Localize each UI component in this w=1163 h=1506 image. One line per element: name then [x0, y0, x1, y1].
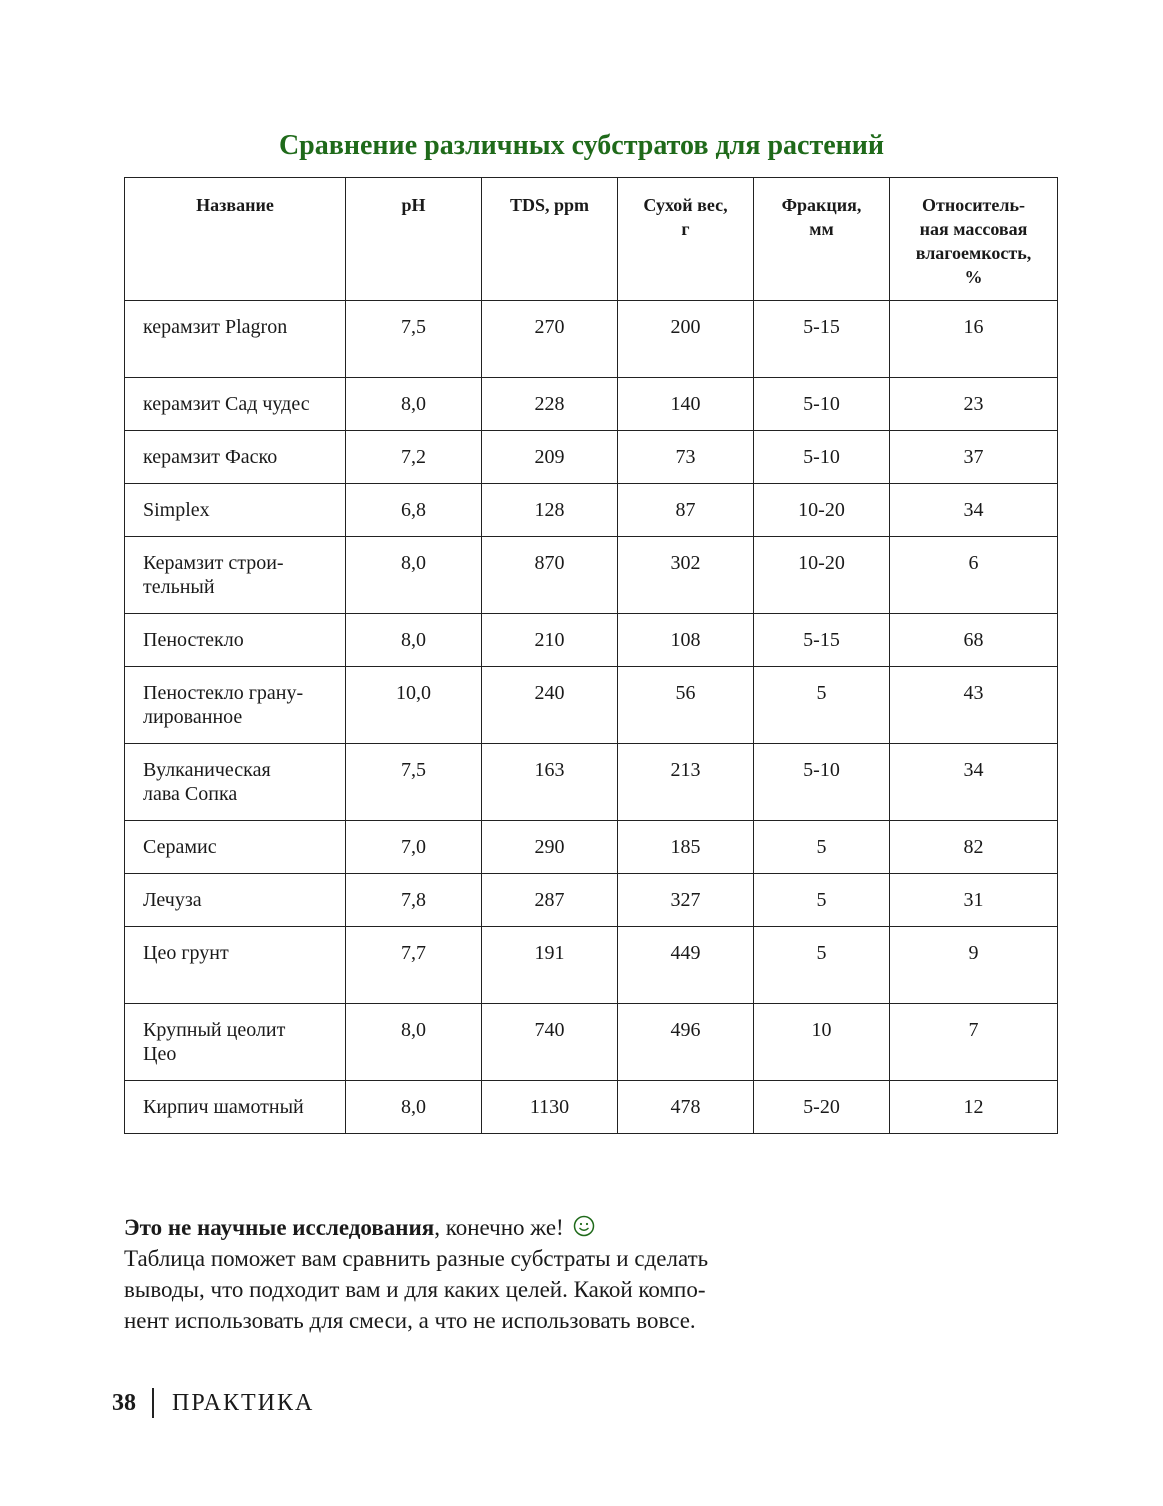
cell-dry-weight: 140 [618, 378, 754, 431]
cell-dry-weight: 185 [618, 821, 754, 874]
cell-name: Пеностекло [125, 614, 346, 667]
cell-fraction: 5 [754, 874, 890, 927]
table-row [125, 821, 1058, 874]
table-row [125, 301, 1058, 378]
note-lead-rest: , конечно же! [434, 1215, 564, 1240]
cell-ph: 8,0 [346, 378, 482, 431]
note [124, 1212, 884, 1336]
cell-name: Кирпич шамотный [125, 1081, 346, 1134]
cell-tds: 1130 [482, 1081, 618, 1134]
note-body: Таблица поможет вам сравнить разные субстраты и сделать выводы, что подходит вам и для каких целей. Какой компо- нент использовать для смеси, а что не использовать вовсе. [124, 1246, 709, 1333]
cell-water-capacity: 82 [890, 821, 1058, 874]
header-fraction: Фракция, мм [754, 178, 890, 301]
table-row [125, 378, 1058, 431]
cell-fraction: 5 [754, 667, 890, 744]
cell-fraction: 10-20 [754, 537, 890, 614]
cell-name: керамзит Сад чудес [125, 378, 346, 431]
cell-ph: 8,0 [346, 1004, 482, 1081]
cell-name: Серамис [125, 821, 346, 874]
cell-tds: 240 [482, 667, 618, 744]
cell-water-capacity: 23 [890, 378, 1058, 431]
cell-ph: 10,0 [346, 667, 482, 744]
cell-ph: 6,8 [346, 484, 482, 537]
cell-name: Крупный цеолит Цео [125, 1004, 346, 1081]
cell-tds: 287 [482, 874, 618, 927]
header-dry-weight: Сухой вес, г [618, 178, 754, 301]
cell-dry-weight: 478 [618, 1081, 754, 1134]
cell-dry-weight: 449 [618, 927, 754, 1004]
cell-name: керамзит Plagron [125, 301, 346, 378]
cell-dry-weight: 213 [618, 744, 754, 821]
cell-water-capacity: 31 [890, 874, 1058, 927]
cell-name: Керамзит строи- тельный [125, 537, 346, 614]
cell-tds: 209 [482, 431, 618, 484]
header-water-capacity: Относитель- ная массовая влагоемкость, % [890, 178, 1058, 301]
cell-dry-weight: 56 [618, 667, 754, 744]
cell-fraction: 5-20 [754, 1081, 890, 1134]
cell-tds: 210 [482, 614, 618, 667]
table-row [125, 667, 1058, 744]
table-row [125, 1004, 1058, 1081]
cell-ph: 7,7 [346, 927, 482, 1004]
table-row [125, 744, 1058, 821]
cell-name: Пеностекло грану- лированное [125, 667, 346, 744]
cell-name: Лечуза [125, 874, 346, 927]
cell-ph: 8,0 [346, 537, 482, 614]
cell-tds: 740 [482, 1004, 618, 1081]
cell-fraction: 10 [754, 1004, 890, 1081]
cell-fraction: 5 [754, 821, 890, 874]
cell-tds: 270 [482, 301, 618, 378]
footer-divider [152, 1388, 154, 1418]
header-ph: pH [346, 178, 482, 301]
cell-fraction: 10-20 [754, 484, 890, 537]
cell-ph: 8,0 [346, 1081, 482, 1134]
cell-water-capacity: 16 [890, 301, 1058, 378]
cell-water-capacity: 12 [890, 1081, 1058, 1134]
table-row [125, 431, 1058, 484]
cell-water-capacity: 9 [890, 927, 1058, 1004]
cell-dry-weight: 73 [618, 431, 754, 484]
table-header-row [125, 178, 1058, 301]
cell-water-capacity: 34 [890, 484, 1058, 537]
page-number: 38 [112, 1389, 136, 1416]
cell-tds: 128 [482, 484, 618, 537]
cell-name: керамзит Фаско [125, 431, 346, 484]
table-body [125, 301, 1058, 1134]
cell-water-capacity: 6 [890, 537, 1058, 614]
note-lead: Это не научные исследования [124, 1215, 435, 1240]
cell-water-capacity: 7 [890, 1004, 1058, 1081]
table-row [125, 614, 1058, 667]
cell-fraction: 5-15 [754, 301, 890, 378]
cell-dry-weight: 108 [618, 614, 754, 667]
cell-fraction: 5-10 [754, 378, 890, 431]
table-row [125, 1081, 1058, 1134]
cell-name: Цео грунт [125, 927, 346, 1004]
header-tds: TDS, ppm [482, 178, 618, 301]
cell-water-capacity: 37 [890, 431, 1058, 484]
cell-water-capacity: 34 [890, 744, 1058, 821]
cell-fraction: 5-15 [754, 614, 890, 667]
cell-fraction: 5 [754, 927, 890, 1004]
cell-tds: 870 [482, 537, 618, 614]
cell-name: Simplex [125, 484, 346, 537]
cell-tds: 228 [482, 378, 618, 431]
cell-name: Вулканическая лава Сопка [125, 744, 346, 821]
cell-tds: 163 [482, 744, 618, 821]
table-row [125, 537, 1058, 614]
page-footer [112, 1388, 314, 1418]
cell-dry-weight: 327 [618, 874, 754, 927]
cell-ph: 7,5 [346, 744, 482, 821]
cell-ph: 7,0 [346, 821, 482, 874]
header-name: Название [125, 178, 346, 301]
cell-dry-weight: 302 [618, 537, 754, 614]
cell-dry-weight: 87 [618, 484, 754, 537]
cell-ph: 7,8 [346, 874, 482, 927]
cell-ph: 8,0 [346, 614, 482, 667]
smiley-icon [573, 1214, 595, 1236]
cell-tds: 290 [482, 821, 618, 874]
table-row [125, 874, 1058, 927]
cell-dry-weight: 496 [618, 1004, 754, 1081]
substrates-table [124, 177, 1058, 1134]
section-name: ПРАКТИКА [172, 1389, 315, 1416]
cell-fraction: 5-10 [754, 431, 890, 484]
cell-fraction: 5-10 [754, 744, 890, 821]
cell-tds: 191 [482, 927, 618, 1004]
cell-dry-weight: 200 [618, 301, 754, 378]
cell-water-capacity: 43 [890, 667, 1058, 744]
page-title: Сравнение различных субстратов для растений [278, 130, 885, 161]
cell-water-capacity: 68 [890, 614, 1058, 667]
table-row [125, 927, 1058, 1004]
table-row [125, 484, 1058, 537]
cell-ph: 7,2 [346, 431, 482, 484]
cell-ph: 7,5 [346, 301, 482, 378]
